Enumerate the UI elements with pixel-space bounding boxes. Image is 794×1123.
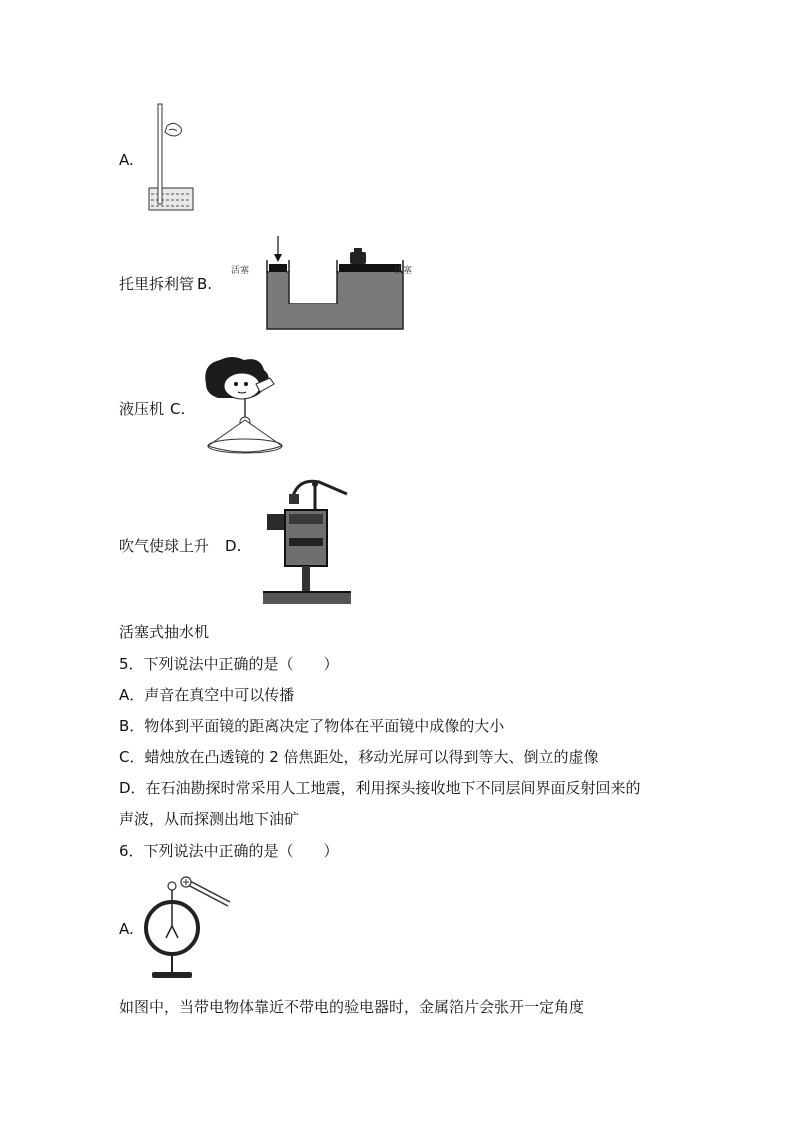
q5-option-a: A．声音在真空中可以传播	[119, 686, 295, 704]
q5-option-d-line2: 声波，从而探测出地下油矿	[119, 810, 300, 828]
option-d-prefix: 吹气使球上升	[119, 537, 210, 555]
option-d-label: D.	[225, 537, 242, 555]
option-b-label: B.	[197, 275, 213, 293]
right-piston-label: 活塞	[394, 266, 413, 276]
left-piston-label: 活塞	[231, 266, 250, 276]
option-a-label: A.	[119, 151, 134, 169]
q4-d-caption: 活塞式抽水机	[119, 623, 210, 641]
q6-option-a-label: A.	[119, 920, 134, 938]
q5-option-b: B．物体到平面镜的距离决定了物体在平面镜中成像的大小	[119, 717, 505, 735]
straw-in-water-figure	[147, 100, 197, 212]
electroscope-figure	[140, 872, 232, 984]
option-d-text	[119, 536, 241, 556]
blowing-ball-figure	[198, 354, 290, 466]
option-b-text	[119, 274, 212, 294]
q5-option-c: C．蜡烛放在凸透镜的 2 倍焦距处，移动光屏可以得到等大、倒立的虚像	[119, 748, 599, 766]
q5-question: 5．下列说法中正确的是（ ）	[119, 655, 339, 673]
hydraulic-press-figure	[229, 232, 419, 337]
option-c-prefix: 液压机	[119, 400, 165, 418]
q6-a-caption: 如图中，当带电物体靠近不带电的验电器时，金属箔片会张开一定角度	[119, 998, 585, 1016]
option-c-text	[119, 399, 185, 419]
option-c-label: C.	[170, 400, 186, 418]
option-b-prefix: 托里拆利管	[119, 275, 195, 293]
q6-question: 6．下列说法中正确的是（ ）	[119, 842, 339, 860]
piston-pump-figure	[259, 474, 355, 608]
q5-option-d-line1: D．在石油勘探时常采用人工地震，利用探头接收地下不同层间界面反射回来的	[119, 779, 641, 797]
